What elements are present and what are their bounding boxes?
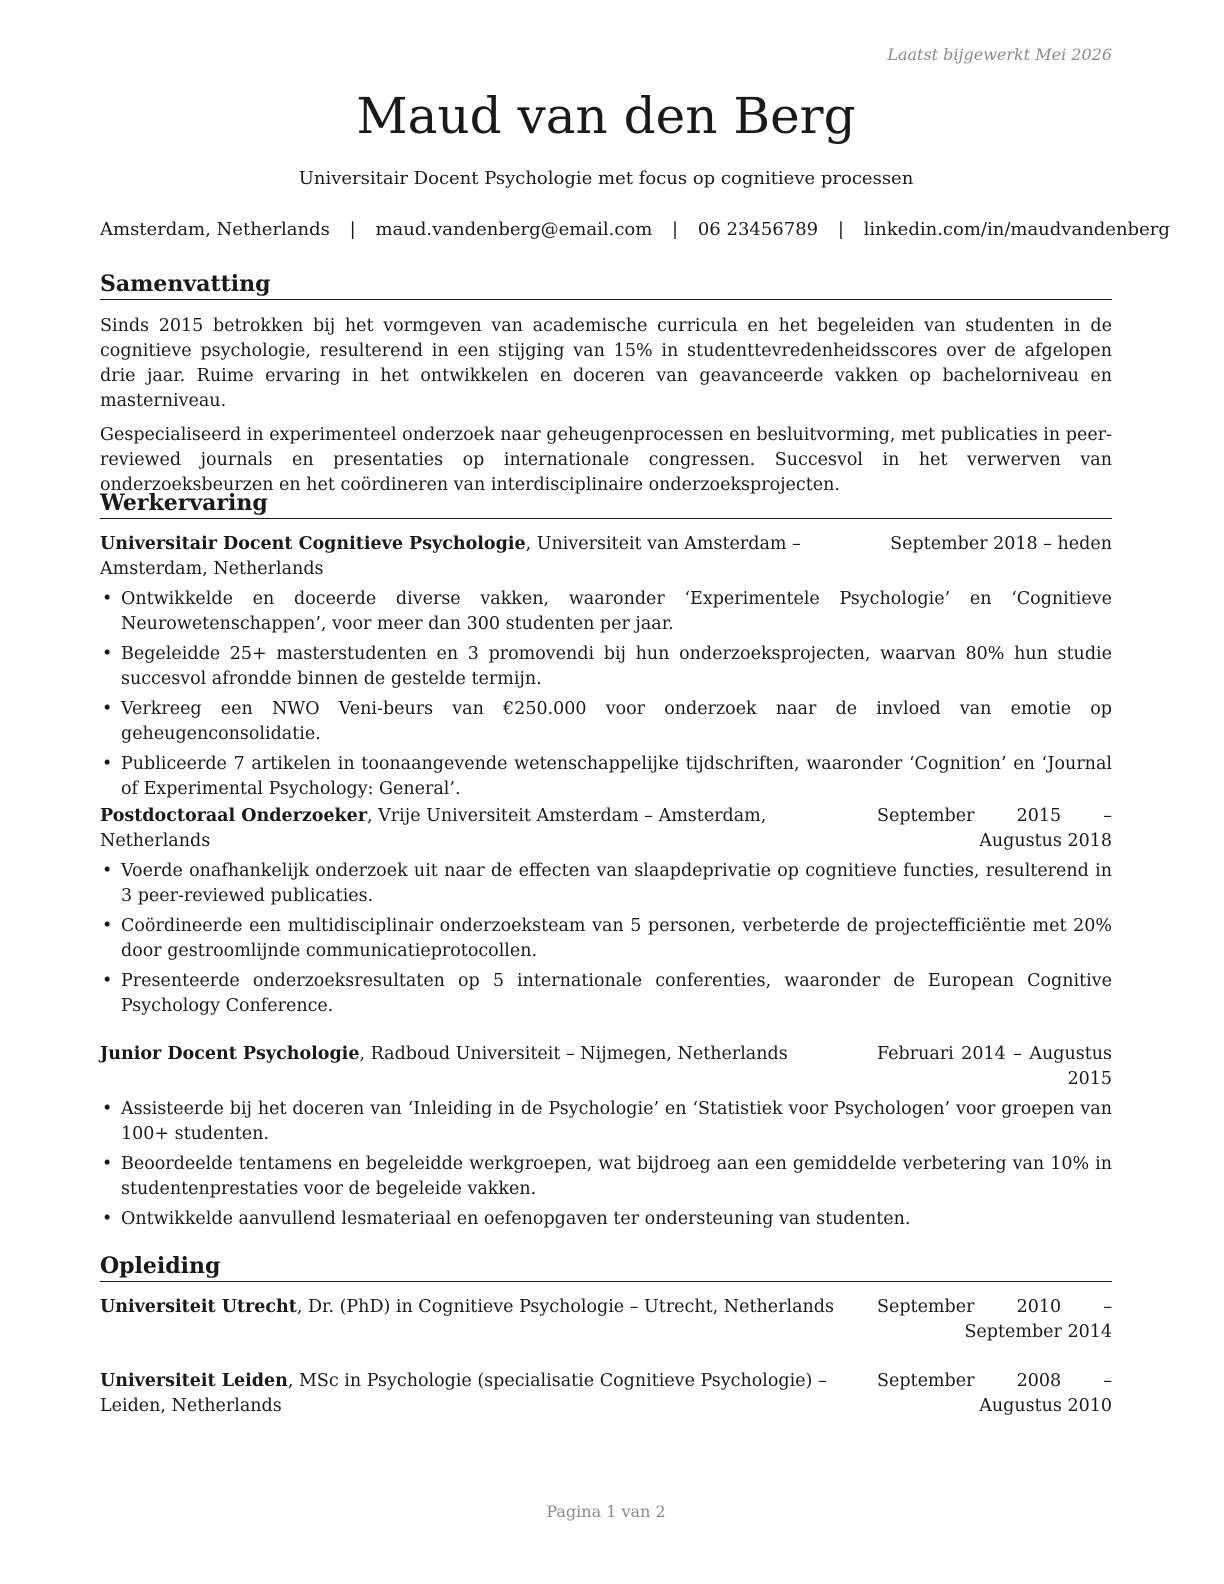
section-title-summary: Samenvatting <box>100 270 1112 300</box>
job-dates: Februari 2014 – Augustus 2015 <box>877 1044 1112 1089</box>
job-dates: September 2018 – heden <box>890 534 1112 554</box>
job-bullet: • Verkreeg een NWO Veni-beurs van €250.000 voor onderzoek naar de invloed van emotie op geheugenconsolidatie. <box>100 697 1112 747</box>
education-dates: September 2010 – September 2014 <box>877 1297 1112 1342</box>
job-bullet: • Beoordeelde tentamens en begeleidde werkgroepen, wat bijdroeg aan een gemiddelde verbetering van 10% in studentenprestaties voor de begeleide vakken. <box>100 1152 1112 1202</box>
resume-page <box>100 0 1170 1584</box>
job-bullet: • Ontwikkelde en doceerde diverse vakken, waaronder ‘Experimentele Psychologie’ en ‘Cognitieve Neurowetenschappen’, voor meer dan 300 studenten per jaar. <box>100 587 1112 637</box>
job-title-line <box>100 532 890 582</box>
job-header <box>100 532 1112 582</box>
last-updated: Laatst bijgewerkt Mei 2026 <box>887 45 1112 64</box>
education-institution: Universiteit Leiden <box>100 1371 288 1391</box>
job-bullets <box>100 859 1112 1019</box>
job-entry <box>100 532 1112 807</box>
contact-linkedin[interactable]: linkedin.com/in/maudvandenberg <box>863 219 1170 240</box>
page-number: Pagina 1 van 2 <box>546 1502 666 1521</box>
job-bullet: • Voerde onafhankelijk onderzoek uit naar de effecten van slaapdeprivatie op cognitieve functies, resulterend in 3 peer-reviewed publicaties. <box>100 859 1112 909</box>
job-bullet: • Begeleidde 25+ masterstudenten en 3 promovendi bij hun onderzoeksprojecten, waarvan 80% hun studie succesvol afrondde binnen de gestelde termijn. <box>100 642 1112 692</box>
contact-separator: | <box>349 219 356 240</box>
education-header <box>100 1369 1112 1419</box>
job-entry <box>100 1042 1112 1237</box>
summary-paragraph: Gespecialiseerd in experimenteel onderzoek naar geheugenprocessen en besluitvorming, met publicaties in peer-reviewed journals en presentaties op internationale congressen. Succesvol in het verwerven van onderzoeksbeurzen en het coördineren van interdisciplinaire onderzoeksprojecten. <box>100 425 1112 495</box>
job-bullet: • Publiceerde 7 artikelen in toonaangevende wetenschappelijke tijdschriften, waaronder ‘Cognition’ en ‘Journal of Experimental Psychology: General’. <box>100 752 1112 802</box>
job-details: , Universiteit van Amsterdam – Amsterdam, Netherlands <box>100 534 801 579</box>
job-details: , Vrije Universiteit Amsterdam – Amsterdam, Netherlands <box>100 806 767 851</box>
job-bullets <box>100 587 1112 802</box>
job-role: Postdoctoraal Onderzoeker <box>100 806 368 826</box>
job-bullet: • Coördineerde een multidisciplinair onderzoeksteam van 5 personen, verbeterde de projectefficiëntie met 20% door gestroomlijnde communicatieprotocollen. <box>100 914 1112 964</box>
job-header <box>100 804 1112 854</box>
education-title-line <box>100 1369 877 1419</box>
job-bullet: • Presenteerde onderzoeksresultaten op 5 internationale conferenties, waaronder de European Cognitive Psychology Conference. <box>100 969 1112 1019</box>
job-title-line <box>100 804 877 854</box>
summary-paragraph: Sinds 2015 betrokken bij het vormgeven van academische curricula en het begeleiden van studenten in de cognitieve psychologie, resulterend in een stijging van 15% in studenttevredenheidsscores over de afgelopen drie jaar. Ruime ervaring in het ontwikkelen en doceren van geavanceerde vakken op bachelorniveau en masterniveau. <box>100 316 1112 411</box>
contact-email[interactable]: maud.vandenberg@email.com <box>375 219 653 240</box>
education-header <box>100 1295 1112 1345</box>
job-role: Junior Docent Psychologie <box>100 1044 360 1064</box>
education-title-line <box>100 1295 877 1320</box>
job-dates: September 2015 – Augustus 2018 <box>877 806 1112 851</box>
job-title-line <box>100 1042 877 1067</box>
job-role: Universitair Docent Cognitieve Psychologie <box>100 534 526 554</box>
contact-phone: 06 23456789 <box>697 219 819 240</box>
contact-separator: | <box>672 219 679 240</box>
job-entry <box>100 804 1112 1024</box>
section-title-education: Opleiding <box>100 1252 1112 1282</box>
tagline: Universitair Docent Psychologie met focus op cognitieve processen <box>298 168 914 189</box>
job-header <box>100 1042 1112 1092</box>
education-institution: Universiteit Utrecht <box>100 1297 297 1317</box>
section-title-experience: Werkervaring <box>100 489 1112 519</box>
candidate-name: Maud van den Berg <box>356 87 856 145</box>
education-entry <box>100 1369 1112 1419</box>
job-details: , Radboud Universiteit – Nijmegen, Netherlands <box>359 1044 788 1064</box>
education-details: , MSc in Psychologie (specialisatie Cognitieve Psychologie) – Leiden, Netherlands <box>100 1371 827 1416</box>
job-bullet: • Assisteerde bij het doceren van ‘Inleiding in de Psychologie’ en ‘Statistiek voor Psychologen’ voor groepen van 100+ studenten. <box>100 1097 1112 1147</box>
education-dates: September 2008 – Augustus 2010 <box>877 1371 1112 1416</box>
job-bullet: • Ontwikkelde aanvullend lesmateriaal en oefenopgaven ter ondersteuning van studenten. <box>100 1207 1112 1232</box>
summary-section <box>100 314 1112 498</box>
education-entry <box>100 1295 1112 1345</box>
contact-separator: | <box>837 219 844 240</box>
contact-line <box>100 219 1170 240</box>
contact-location: Amsterdam, Netherlands <box>100 219 330 240</box>
job-bullets <box>100 1097 1112 1232</box>
education-details: , Dr. (PhD) in Cognitieve Psychologie – Utrecht, Netherlands <box>296 1297 834 1317</box>
